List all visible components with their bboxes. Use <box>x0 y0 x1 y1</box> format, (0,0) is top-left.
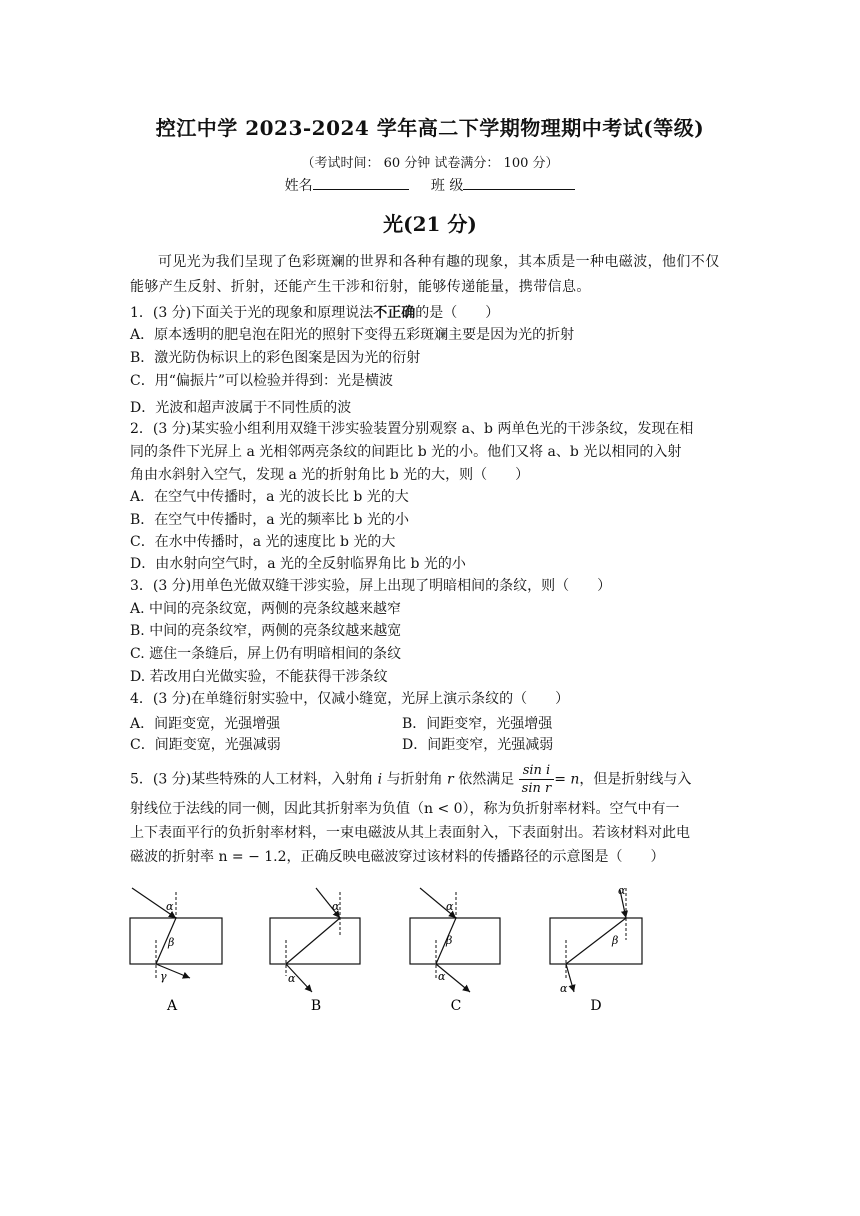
q4-option-d[interactable]: D．间距变窄，光强减弱 <box>402 737 554 753</box>
exam-title: 控江中学 2023-2024 学年高二下学期物理期中考试(等级) <box>155 116 705 140</box>
snell-fraction <box>519 762 555 797</box>
figure-label: B <box>310 998 322 1014</box>
angle-label: β <box>168 936 175 949</box>
figure-d[interactable] <box>550 884 642 1014</box>
slab-rect <box>270 918 360 964</box>
q5-text-b: 与折射角 <box>386 771 443 788</box>
q5-stem-line-1 <box>130 762 691 797</box>
refracted-ray <box>286 918 340 964</box>
q1-option-d[interactable]: D．光波和超声波属于不同性质的波 <box>130 400 352 416</box>
q2-stem-line-1: 2．(3 分)某实验小组利用双缝干涉实验装置分别观察 a、b 两单色光的干涉条纹，发现在相 <box>130 421 694 437</box>
var-i: i <box>377 771 383 788</box>
q3-option-d[interactable]: D. 若改用白光做实验，不能获得干涉条纹 <box>130 669 388 685</box>
q5-text-c: 依然满足 <box>458 771 515 788</box>
section-title: 光(21 分) <box>383 212 477 236</box>
exam-info: （考试时间： 60 分钟 试卷满分： 100 分） <box>301 156 559 171</box>
q2-stem-line-2: 同的条件下光屏上 a 光相邻两亮条纹的间距比 b 光的小。他们又将 a、b 光以相同的入射 <box>130 444 682 460</box>
figure-a[interactable] <box>130 888 222 1014</box>
angle-label: α <box>166 900 174 913</box>
angle-label: β <box>612 934 619 947</box>
class-label: 班 级 <box>430 178 464 194</box>
q1-stem <box>130 302 499 322</box>
q4-stem: 4．(3 分)在单缝衍射实验中，仅减小缝宽，光屏上演示条纹的（ ） <box>130 691 570 707</box>
slab-rect <box>130 918 222 964</box>
fraction-numerator: sin i <box>519 762 555 780</box>
name-blank[interactable] <box>313 175 409 190</box>
q5-text-a: 5．(3 分)某些特殊的人工材料，入射角 <box>130 771 374 788</box>
name-class-row <box>0 175 860 195</box>
q1-option-b[interactable]: B．激光防伪标识上的彩色图案是因为光的衍射 <box>130 350 421 366</box>
q2-option-b[interactable]: B．在空气中传播时，a 光的频率比 b 光的小 <box>130 512 409 528</box>
angle-label: α <box>618 884 626 897</box>
angle-label: γ <box>160 970 167 983</box>
q3-option-c[interactable]: C. 遮住一条缝后，屏上仍有明暗相间的条纹 <box>130 646 402 662</box>
figure-label: D <box>590 998 602 1014</box>
q5-text-d: ，但是折射线与入 <box>579 771 692 788</box>
q5-stem-line-2: 射线位于法线的同一侧，因此其折射率为负值（n < 0），称为负折射率材料。空气中有一 <box>130 801 680 817</box>
q1-stem-text: 1．(3 分)下面关于光的现象和原理说法 <box>130 305 374 321</box>
figure-c[interactable] <box>410 888 500 1014</box>
q3-option-b[interactable]: B. 中间的亮条纹窄，两侧的亮条纹越来越宽 <box>130 623 402 639</box>
q1-stem-emphasis: 不正确 <box>373 305 416 321</box>
q5-figures <box>120 880 740 1020</box>
section-intro: 可见光为我们呈现了色彩斑斓的世界和各种有趣的现象，其本质是一种电磁波，他们不仅能够产生反射、折射，还能产生干涉和衍射，能够传递能量，携带信息。 <box>130 254 720 295</box>
q4-option-b[interactable]: B．间距变窄，光强增强 <box>402 716 553 732</box>
fraction-denominator: sin r <box>521 781 552 796</box>
q1-option-c[interactable]: C．用“偏振片”可以检验并得到：光是横波 <box>130 373 394 389</box>
q3-stem: 3．(3 分)用单色光做双缝干涉实验，屏上出现了明暗相间的条纹，则（ ） <box>130 578 612 594</box>
figure-label: C <box>450 998 462 1014</box>
q4-option-a[interactable]: A．间距变宽，光强增强 <box>130 716 281 732</box>
angle-label: α <box>560 982 568 995</box>
fraction-equals-n: = n <box>554 771 580 788</box>
figure-b[interactable] <box>270 888 360 1014</box>
q1-option-a[interactable]: A．原本透明的肥皂泡在阳光的照射下变得五彩斑斓主要是因为光的折射 <box>130 327 575 343</box>
angle-label: α <box>288 972 296 985</box>
name-label: 姓名 <box>284 178 313 194</box>
q2-option-c[interactable]: C．在水中传播时，a 光的速度比 b 光的大 <box>130 534 396 550</box>
slab-rect <box>410 918 500 964</box>
q3-option-a[interactable]: A. 中间的亮条纹宽，两侧的亮条纹越来越窄 <box>130 601 402 617</box>
q2-option-a[interactable]: A．在空气中传播时，a 光的波长比 b 光的大 <box>130 489 409 505</box>
angle-label: β <box>446 934 453 947</box>
angle-label: α <box>438 970 446 983</box>
q2-stem-line-3: 角由水斜射入空气，发现 a 光的折射角比 b 光的大，则（ ） <box>130 467 530 483</box>
q5-stem-line-3: 上下表面平行的负折射率材料，一束电磁波从其上表面射入，下表面射出。若该材料对此电 <box>130 825 690 841</box>
angle-label: α <box>446 900 454 913</box>
q1-stem-tail: 的是（ ） <box>415 305 500 321</box>
angle-label: α <box>332 900 340 913</box>
q2-option-d[interactable]: D．由水射向空气时，a 光的全反射临界角比 b 光的小 <box>130 556 466 572</box>
q4-option-c[interactable]: C．间距变宽，光强减弱 <box>130 737 281 753</box>
class-blank[interactable] <box>463 175 575 190</box>
q5-stem-line-4: 磁波的折射率 n = − 1.2，正确反映电磁波穿过该材料的传播路径的示意图是（ ） <box>130 849 665 865</box>
var-r: r <box>447 771 454 788</box>
figure-label: A <box>166 998 178 1014</box>
